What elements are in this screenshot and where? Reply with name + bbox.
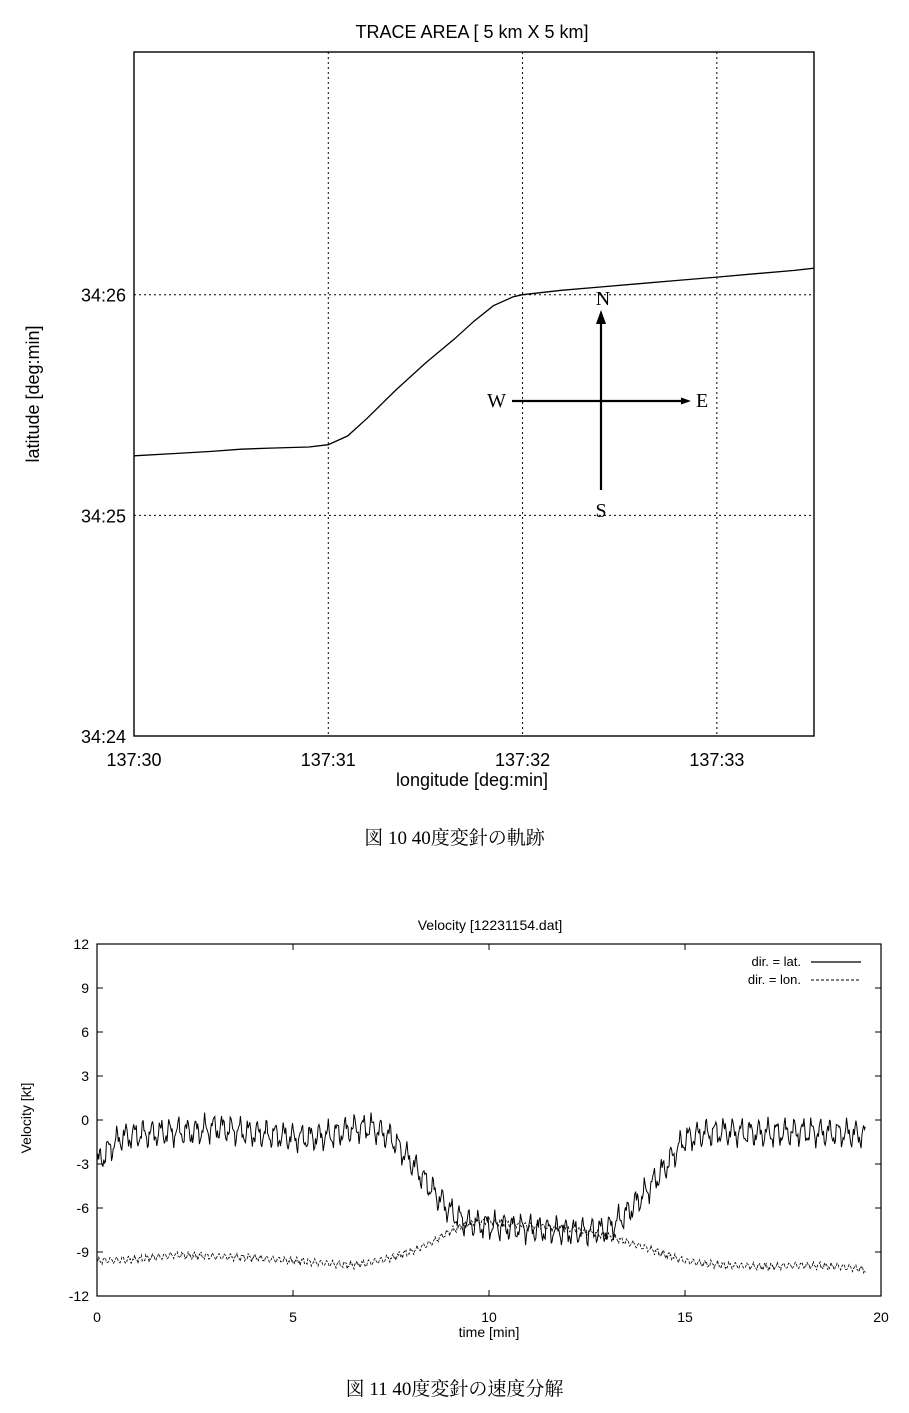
y-tick-label: 34:25 bbox=[80, 506, 126, 527]
x-tick-label: 0 bbox=[93, 1309, 101, 1325]
series-line-trajectory bbox=[134, 268, 814, 456]
figure-10-caption: 図 10 40度変針の軌跡 bbox=[364, 828, 545, 849]
y-tick-label: 9 bbox=[81, 980, 89, 996]
compass-label-south: S bbox=[595, 500, 607, 522]
y-tick-label: -12 bbox=[68, 1288, 89, 1304]
x-tick-label: 15 bbox=[677, 1309, 693, 1325]
y-tick-label: -9 bbox=[76, 1244, 89, 1260]
y-tick-label: 6 bbox=[81, 1024, 89, 1040]
compass-label-north: N bbox=[595, 288, 611, 310]
velocity-chart bbox=[0, 900, 909, 1350]
plot-frame bbox=[134, 52, 814, 736]
y-tick-label: 3 bbox=[81, 1068, 89, 1084]
x-tick-label: 137:30 bbox=[106, 750, 162, 770]
y-tick-label: -3 bbox=[76, 1156, 89, 1172]
y-tick-label: 0 bbox=[81, 1112, 89, 1128]
y-tick-label: 34:24 bbox=[80, 727, 126, 747]
legend bbox=[748, 954, 861, 987]
legend-label-lon: dir. = lon. bbox=[747, 972, 801, 987]
x-tick-label: 10 bbox=[481, 1309, 497, 1325]
y-axis-label: latitude [deg:min] bbox=[23, 325, 43, 463]
x-axis-label: longitude [deg:min] bbox=[395, 770, 549, 790]
compass-label-west: W bbox=[487, 390, 506, 412]
legend-label-lat: dir. = lat. bbox=[751, 954, 801, 969]
compass-label-east: E bbox=[696, 390, 709, 412]
y-tick-label: 12 bbox=[73, 936, 89, 952]
x-tick-label: 20 bbox=[873, 1309, 889, 1325]
x-tick-label: 5 bbox=[289, 1309, 297, 1325]
figure-11-caption: 図 11 40度変針の速度分解 bbox=[345, 1379, 564, 1400]
x-tick-label: 137:33 bbox=[689, 750, 745, 770]
x-axis-label: time [min] bbox=[458, 1324, 520, 1340]
compass-rose bbox=[487, 288, 708, 522]
y-tick-label: -6 bbox=[76, 1200, 89, 1216]
tick-labels bbox=[81, 286, 744, 770]
compass-east-arrowhead bbox=[681, 398, 691, 405]
grid-lines bbox=[134, 52, 814, 736]
x-tick-label: 137:32 bbox=[495, 750, 551, 770]
y-tick-label: 34:26 bbox=[80, 285, 126, 306]
x-tick-label: 137:31 bbox=[300, 750, 356, 770]
compass-north-arrowhead bbox=[596, 310, 606, 324]
series-line-dir-lon bbox=[97, 1218, 865, 1273]
chart-title: Velocity [12231154.dat] bbox=[417, 917, 563, 933]
chart-title: TRACE AREA [ 5 km X 5 km] bbox=[355, 22, 589, 42]
y-axis-label: Velocity [kt] bbox=[18, 1082, 34, 1154]
series-line-dir-lat bbox=[97, 1113, 865, 1246]
